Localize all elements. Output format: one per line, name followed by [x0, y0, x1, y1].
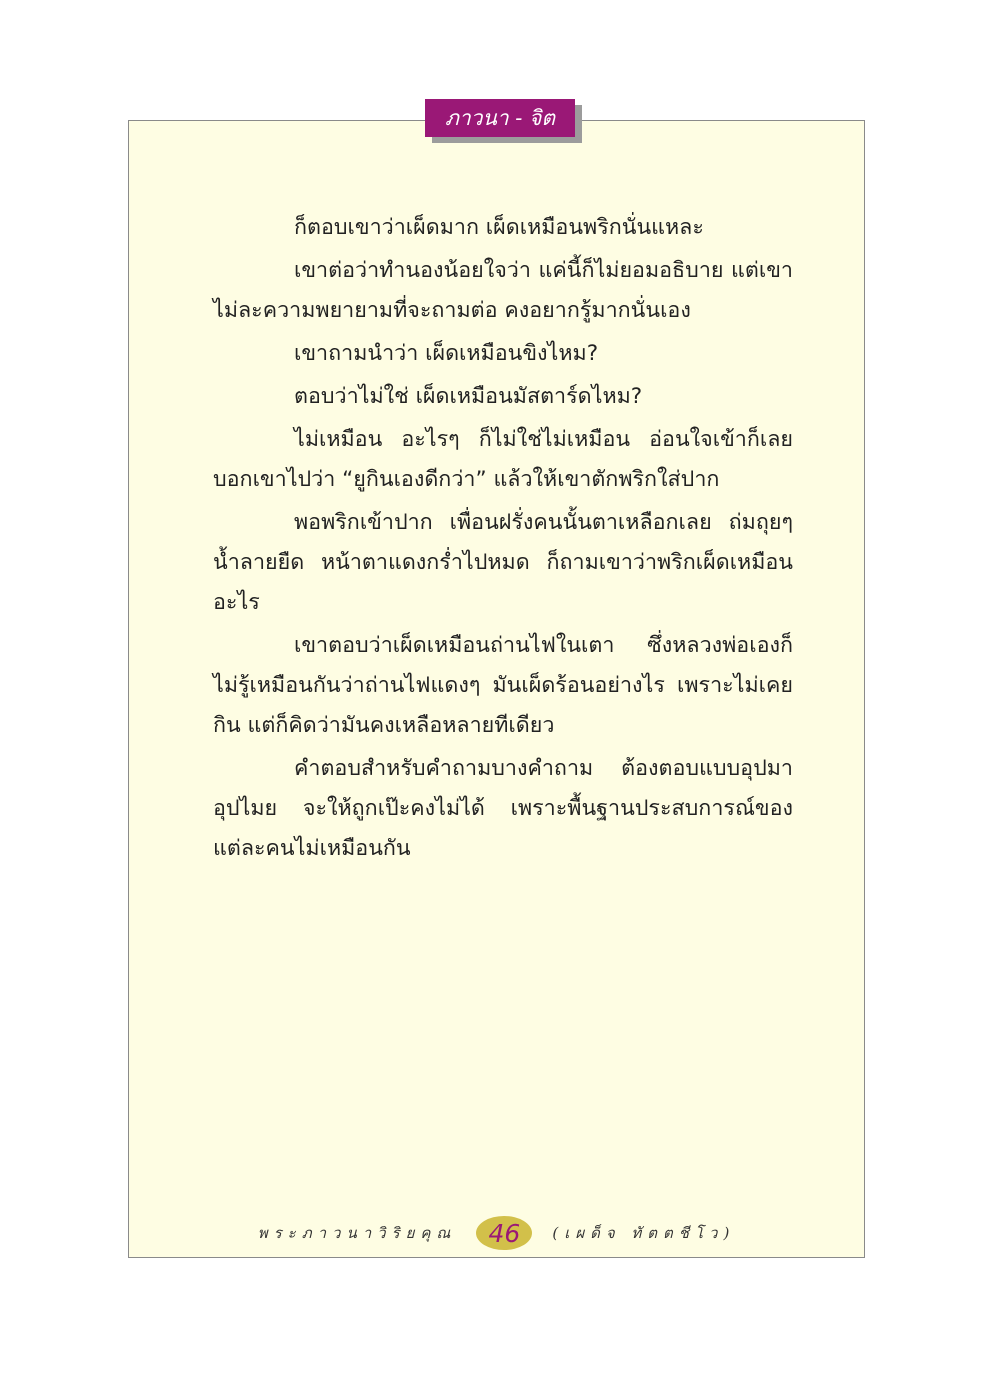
footer-author: (เผด็จ ทัตตชีโว): [552, 1224, 736, 1242]
paragraph: เขาถามนำว่า เผ็ดเหมือนขิงไหม?: [294, 341, 599, 366]
body-text: [213, 208, 793, 872]
footer-book-title: พระภาวนาวิริยคุณ: [257, 1224, 457, 1242]
section-tab: ภาวนา - จิต: [425, 99, 575, 137]
paragraph: คำตอบสำหรับคำถามบางคำถาม ต้องตอบแบบอุปมาอุปไมย จะให้ถูกเป๊ะคงไม่ได้ เพราะพื้นฐานประสบการณ์ของแต่ละคนไม่เหมือนกัน: [213, 756, 793, 861]
paragraph: ตอบว่าไม่ใช่ เผ็ดเหมือนมัสตาร์ดไหม?: [294, 384, 643, 409]
page-footer: [128, 1213, 865, 1253]
page-number-badge: 46: [476, 1216, 532, 1250]
paragraph: ไม่เหมือน อะไรๆ ก็ไม่ใช่ไม่เหมือน อ่อนใจเข้าก็เลยบอกเขาไปว่า “ยูกินเองดีกว่า” แล้วให้เขาตักพริกใส่ปาก: [213, 427, 793, 492]
paragraph: พอพริกเข้าปาก เพื่อนฝรั่งคนนั้นตาเหลือกเลย ถ่มถุยๆ น้ำลายยืด หน้าตาแดงกร่ำไปหมด ก็ถามเขาว่าพริกเผ็ดเหมือนอะไร: [213, 510, 793, 615]
paragraph: เขาตอบว่าเผ็ดเหมือนถ่านไฟในเตา ซึ่งหลวงพ่อเองก็ไม่รู้เหมือนกันว่าถ่านไฟแดงๆ มันเผ็ดร้อนอย่างไร เพราะไม่เคยกิน แต่ก็คิดว่ามันคงเหลือหลายทีเดียว: [213, 633, 793, 738]
paragraph: เขาต่อว่าทำนองน้อยใจว่า แค่นี้ก็ไม่ยอมอธิบาย แต่เขาไม่ละความพยายามที่จะถามต่อ คงอยากรู้มากนั่นเอง: [213, 258, 793, 323]
paragraph: ก็ตอบเขาว่าเผ็ดมาก เผ็ดเหมือนพริกนั่นแหละ: [294, 215, 704, 240]
